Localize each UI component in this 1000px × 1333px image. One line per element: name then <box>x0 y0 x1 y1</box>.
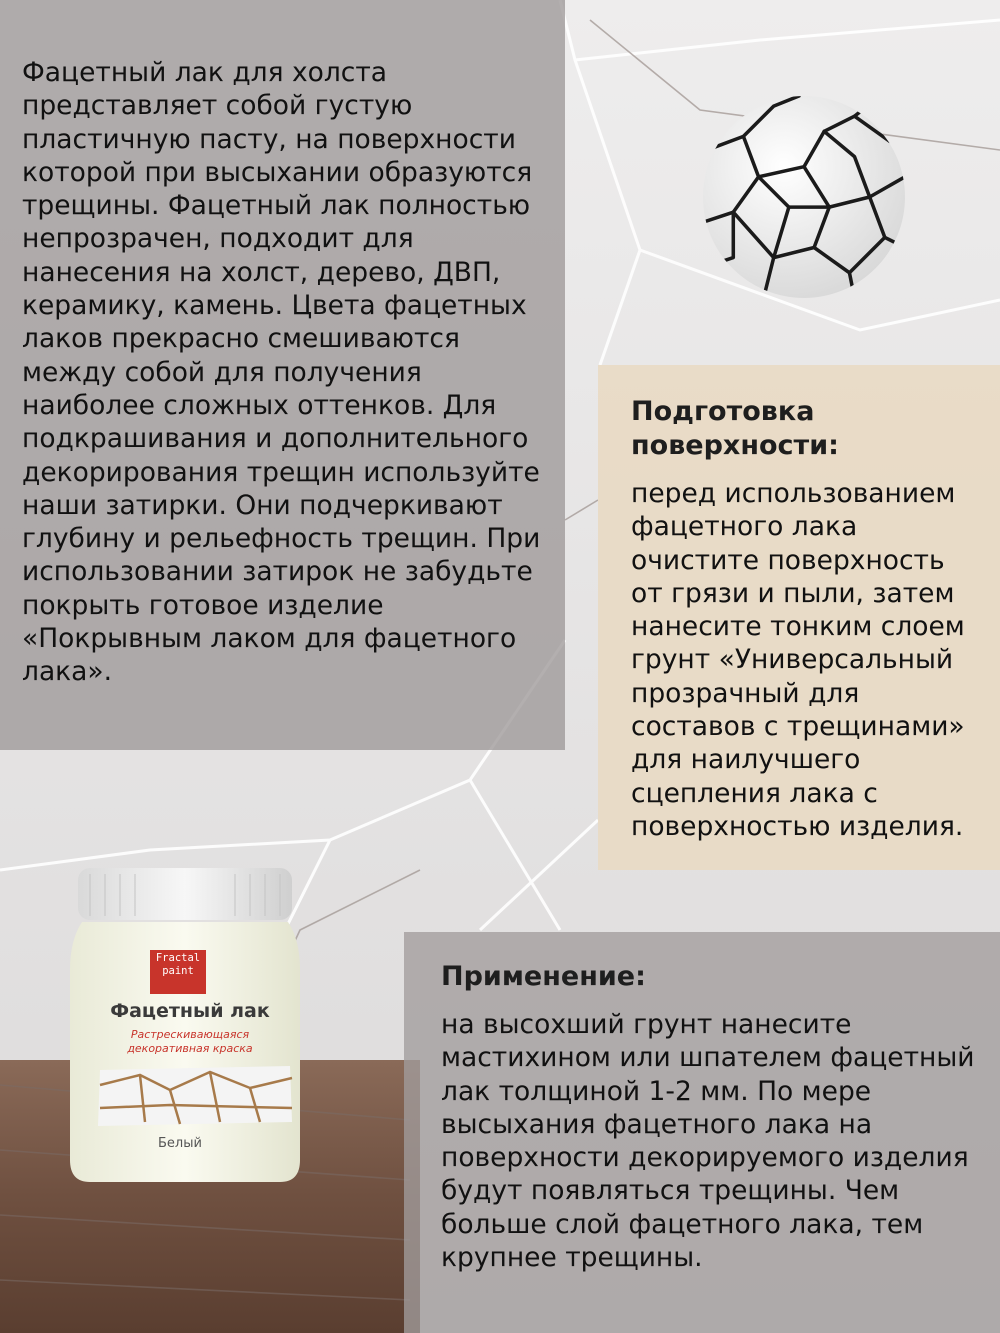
intro-panel <box>0 0 565 750</box>
jar-subtitle-line1: Растрескивающаяся <box>130 1028 250 1041</box>
jar-brand-line2: paint <box>162 965 194 977</box>
preparation-panel <box>598 365 1000 870</box>
crackle-texture-icon <box>703 96 905 298</box>
preparation-title: Подготовка поверхности: <box>631 396 839 461</box>
preparation-text: перед использованием фацетного лака очистите поверхность от грязи и пыли, затем нанесите тонким слоем грунт «Универсальный прозрачный для составов с трещинами» для наилучшего сцепления лака с поверхностью изделия. <box>631 478 965 842</box>
intro-text: Фацетный лак для холста представляет собой густую пластичную пасту, на поверхности которой при высыхании образуются трещины. Фацетный лак полностью непрозрачен, подходит для нанесения на холст, дерево, ДВП, керамику, камень. Цвета фацетных лаков прекрасно смешиваются между собой для получения наиболее сложных оттенков. Для подкрашивания и дополнительного декорирования трещин используйте наши затирки. Они подчеркивают глубину и рельефность трещин. При использовании затирок не забудьте покрыть готовое изделие «Покрывным лаком для фацетного лака». <box>22 57 541 688</box>
application-title: Применение: <box>441 961 646 992</box>
jar-product-name: Фацетный лак <box>110 1000 270 1022</box>
application-text: на высохший грунт нанесите мастихином или шпателем фацетный лак толщиной 1-2 мм. По мере высыхания фацетного лака на поверхности декорируемого изделия будут появляться трещины. Чем больше слой фацетного лака, тем крупнее трещины. <box>441 1009 975 1274</box>
jar-subtitle-line2: декоративная краска <box>127 1042 253 1055</box>
application-panel <box>404 932 1000 1333</box>
jar-brand <box>150 952 206 978</box>
jar-brand-line1: Fractal <box>155 952 201 964</box>
product-jar <box>60 860 310 1190</box>
jar-subtitle <box>90 1028 290 1056</box>
jar-color-label: Белый <box>158 1136 202 1151</box>
